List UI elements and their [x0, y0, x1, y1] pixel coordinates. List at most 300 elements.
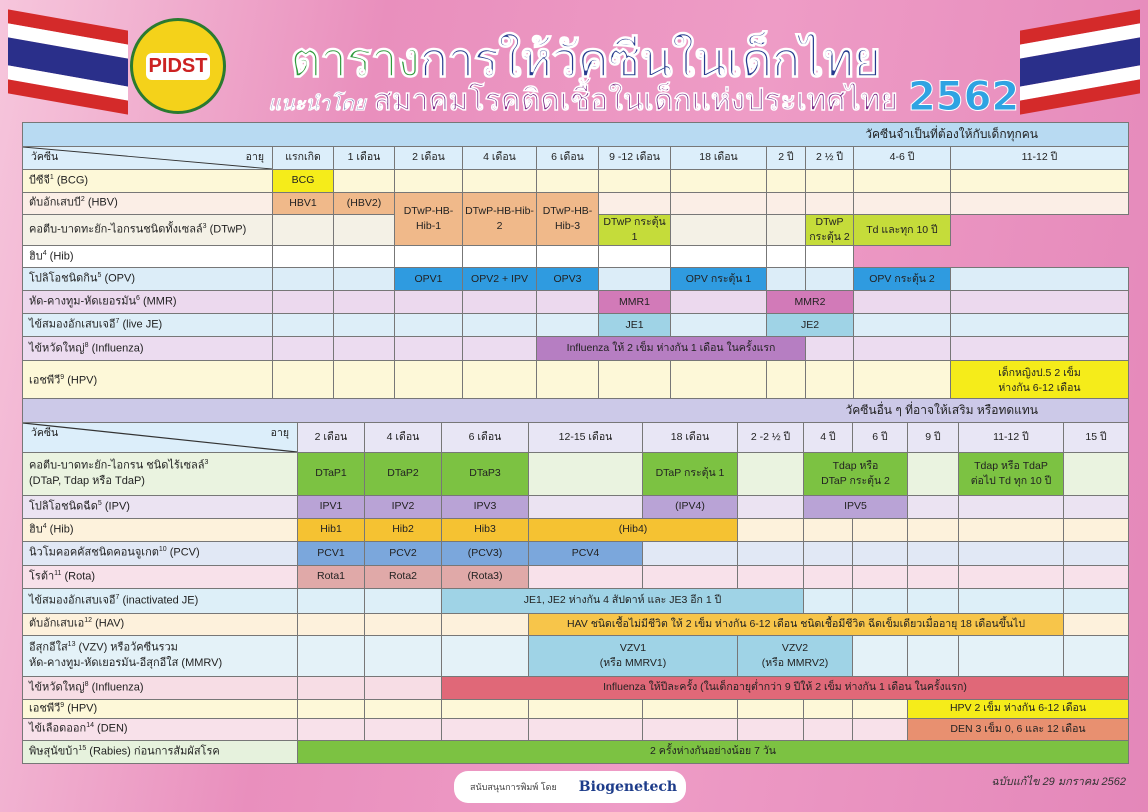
vaccine-name-thai: ตับอักเสบเอ	[29, 617, 85, 630]
empty-cell	[1064, 614, 1129, 636]
empty-cell	[537, 291, 599, 314]
diagonal-line	[23, 147, 272, 169]
footnote-number: 2	[80, 196, 85, 204]
dose-cell	[365, 496, 442, 519]
empty-cell	[365, 677, 442, 700]
dose-label: เด็กหญิงป.5 2 เข็ม	[998, 367, 1081, 380]
age-header-row	[23, 147, 1129, 170]
dose-cell	[804, 453, 908, 496]
empty-cell	[334, 246, 395, 268]
dose-label: Hib2	[392, 523, 414, 536]
empty-cell	[951, 193, 1129, 215]
dose-cell	[273, 170, 334, 193]
age-header: 11-12 ปี	[959, 423, 1064, 453]
dose-label: IPV5	[844, 500, 867, 513]
empty-cell	[853, 589, 908, 614]
vaccine-name-english: (OPV)	[104, 272, 135, 285]
section-title: วัคซีนจำเป็นที่ต้องให้กับเด็กทุกคน	[23, 123, 1129, 147]
empty-cell	[767, 215, 806, 246]
dose-cell	[298, 519, 365, 542]
empty-cell	[643, 719, 738, 741]
empty-cell	[463, 291, 537, 314]
age-header: 6 เดือน	[537, 147, 599, 170]
empty-cell	[365, 589, 442, 614]
empty-cell	[853, 542, 908, 566]
vaccine-name-english: (Rota)	[64, 570, 96, 583]
vaccine-name	[23, 566, 298, 589]
dose-cell	[806, 215, 854, 246]
vaccine-name	[23, 453, 298, 496]
empty-cell	[334, 314, 395, 337]
vaccine-name-english: (HPV)	[67, 702, 98, 715]
empty-cell	[463, 361, 537, 402]
dose-label: 2 ครั้งห่างกันอย่างน้อย 7 วัน	[650, 745, 776, 758]
dose-label: IPV3	[473, 500, 497, 513]
empty-cell	[951, 337, 1129, 361]
footnote-number: 13	[67, 640, 76, 648]
empty-cell	[806, 170, 854, 193]
empty-cell	[806, 246, 854, 268]
vaccine-name-thai: อีสุกอีใส	[29, 641, 68, 654]
footnote-number: 7	[115, 593, 120, 601]
vaccine-row	[23, 496, 1129, 519]
age-header: 6 ปี	[853, 423, 908, 453]
footnote-number: 8	[84, 341, 89, 349]
vaccine-name-english: (live JE)	[122, 318, 163, 331]
empty-cell	[951, 268, 1129, 291]
dose-label: DTwP-HB-Hib-3	[542, 205, 593, 233]
empty-cell	[298, 636, 365, 677]
logo-text: PIDST	[146, 53, 211, 80]
vaccine-row	[23, 741, 1129, 764]
footnote-number: 11	[54, 569, 62, 577]
vaccine-row	[23, 719, 1129, 741]
empty-cell	[951, 314, 1129, 337]
dose-label-line2: DTaP กระตุ้น 2	[821, 475, 890, 487]
dose-label: DTwP-HB-Hib-2	[465, 205, 534, 233]
vaccine-name-thai: โปลิโอชนิดกิน	[29, 272, 98, 285]
empty-cell	[463, 337, 537, 361]
empty-cell	[273, 314, 334, 337]
empty-cell	[537, 314, 599, 337]
empty-cell	[959, 636, 1064, 677]
dose-cell	[442, 589, 804, 614]
empty-cell	[853, 566, 908, 589]
empty-cell	[671, 215, 767, 246]
vaccine-name-thai: ไข้หวัดใหญ่	[29, 681, 85, 694]
empty-cell	[273, 268, 334, 291]
vaccine-row	[23, 246, 1129, 268]
empty-cell	[334, 291, 395, 314]
vaccine-name-thai: คอตีบ-บาดทะยัก-ไอกรน ชนิดไร้เซลล์	[29, 459, 205, 472]
empty-cell	[671, 314, 767, 337]
empty-cell	[334, 268, 395, 291]
vaccine-name-english: (Influenza)	[91, 681, 144, 694]
empty-cell	[738, 700, 804, 719]
dose-cell	[951, 361, 1129, 402]
vaccine-name	[23, 636, 298, 677]
empty-cell	[643, 700, 738, 719]
empty-cell	[273, 246, 334, 268]
empty-cell	[959, 589, 1064, 614]
dose-cell	[298, 566, 365, 589]
year: 2562	[907, 74, 1020, 120]
vaccine-name-english: (PCV)	[169, 546, 200, 559]
dose-cell	[463, 193, 537, 246]
vaccine-row	[23, 614, 1129, 636]
vaccine-name-thai: โรต้า	[29, 570, 55, 583]
empty-cell	[1064, 566, 1129, 589]
vaccine-name	[23, 614, 298, 636]
revision-date: ฉบับแก้ไข 29 มกราคม 2562	[991, 776, 1126, 788]
dose-cell	[537, 337, 806, 361]
dose-label: IPV1	[319, 500, 343, 513]
dose-label: (PCV3)	[467, 546, 503, 559]
dose-label: DTaP1	[315, 467, 347, 480]
empty-cell	[671, 361, 767, 402]
dose-label: PCV2	[389, 546, 417, 559]
dose-label: MMR2	[794, 295, 826, 308]
empty-cell	[854, 361, 951, 402]
dose-cell	[908, 719, 1129, 741]
vaccine-name-english: (HAV)	[95, 617, 125, 630]
empty-cell	[365, 636, 442, 677]
thai-flag-right	[1020, 9, 1140, 100]
footnote-number: 3	[204, 458, 209, 466]
empty-cell	[599, 361, 671, 402]
dose-label: DTaP2	[387, 467, 419, 480]
empty-cell	[806, 361, 854, 402]
dose-label: Influenza ให้ 2 เข็ม ห่างกัน 1 เดือน ในครั้งแรก	[566, 342, 776, 355]
empty-cell	[643, 566, 738, 589]
vaccine-name-english: (DEN)	[97, 722, 128, 735]
age-label: อายุ	[270, 427, 289, 439]
vaccine-name-thai: บีซีจี	[29, 174, 50, 187]
dose-label-line2: (หรือ MMRV1)	[599, 657, 667, 669]
dose-label: OPV กระตุ้น 2	[869, 272, 935, 285]
dose-cell	[365, 542, 442, 566]
vaccine-name-thai: ตับอักเสบบี	[29, 196, 81, 209]
dose-cell	[854, 268, 951, 291]
dose-cell	[599, 314, 671, 337]
required-vaccine-table	[22, 122, 1129, 402]
dose-cell	[529, 519, 738, 542]
empty-cell	[365, 700, 442, 719]
empty-cell	[395, 291, 463, 314]
vaccine-name-english: (DTwP)	[209, 223, 247, 236]
empty-cell	[334, 361, 395, 402]
empty-cell	[854, 193, 951, 215]
vaccine-name	[23, 337, 273, 361]
dose-cell	[442, 496, 529, 519]
vaccine-name-thai: ฮิบ	[29, 250, 43, 263]
age-header: 18 เดือน	[643, 423, 738, 453]
empty-cell	[599, 193, 671, 215]
empty-cell	[463, 246, 537, 268]
vaccine-name	[23, 361, 273, 402]
dose-cell	[738, 636, 853, 677]
empty-cell	[395, 361, 463, 402]
dose-cell	[959, 453, 1064, 496]
empty-cell	[529, 496, 643, 519]
empty-cell	[273, 361, 334, 402]
empty-cell	[806, 193, 854, 215]
empty-cell	[298, 589, 365, 614]
society-name: สมาคมโรคติดเชื้อในเด็กแห่งประเทศไทย	[373, 83, 898, 118]
age-header-row	[23, 423, 1129, 453]
empty-cell	[959, 519, 1064, 542]
age-header: 11-12 ปี	[951, 147, 1129, 170]
empty-cell	[537, 246, 599, 268]
dose-label: (Rota3)	[467, 570, 503, 583]
vaccine-row	[23, 519, 1129, 542]
vaccine-name	[23, 291, 273, 314]
dose-cell	[537, 193, 599, 246]
footnote-number: 8	[84, 680, 89, 688]
subtitle	[268, 74, 1019, 124]
empty-cell	[529, 566, 643, 589]
dose-label: Hib3	[474, 523, 496, 536]
empty-cell	[671, 291, 767, 314]
empty-cell	[529, 453, 643, 496]
empty-cell	[1064, 496, 1129, 519]
empty-cell	[951, 170, 1129, 193]
footnote-number: 9	[60, 374, 65, 382]
empty-cell	[959, 496, 1064, 519]
pidst-logo	[130, 18, 226, 114]
empty-cell	[1064, 636, 1129, 677]
empty-cell	[804, 700, 853, 719]
vaccine-name-thai: พิษสุนัขบ้า	[29, 745, 79, 758]
dose-label-line2: ห่างกัน 6-12 เดือน	[998, 382, 1081, 395]
empty-cell	[1064, 542, 1129, 566]
vaccine-label: วัคซีน	[31, 151, 59, 163]
dose-label: JE2	[800, 318, 820, 331]
age-header: 2 ปี	[767, 147, 806, 170]
dose-label: (IPV4)	[675, 500, 705, 513]
empty-cell	[738, 453, 804, 496]
vaccine-name-thai: ไข้สมองอักเสบเจอี	[29, 318, 116, 331]
dose-cell	[908, 700, 1129, 719]
empty-cell	[853, 519, 908, 542]
dose-label: Td และทุก 10 ปี	[866, 223, 938, 236]
dose-label: DTwP-HB-Hib-1	[403, 205, 454, 233]
vaccine-name-thai: ฮิบ	[29, 523, 43, 536]
vaccine-name-english: (Hib)	[49, 523, 74, 536]
dose-cell	[298, 741, 1129, 764]
dose-cell	[854, 215, 951, 246]
empty-cell	[334, 170, 395, 193]
thai-flag-left	[8, 9, 128, 100]
vaccine-name	[23, 246, 273, 268]
dose-label-line2: ต่อไป Td ทุก 10 ปี	[970, 475, 1052, 487]
empty-cell	[738, 719, 804, 741]
dose-label: DTwP กระตุ้น 2	[809, 216, 850, 244]
dose-cell	[442, 542, 529, 566]
empty-cell	[599, 246, 671, 268]
empty-cell	[537, 170, 599, 193]
vaccine-name-english: (inactivated JE)	[122, 594, 199, 607]
vaccine-row	[23, 542, 1129, 566]
optional-vaccine-table	[22, 398, 1129, 764]
dose-label: BCG	[291, 174, 315, 187]
dose-label: (HBV2)	[346, 196, 382, 209]
vaccine-row	[23, 170, 1129, 193]
empty-cell	[1064, 519, 1129, 542]
vaccine-row	[23, 314, 1129, 337]
dose-label: Tdap หรือ TdaP	[974, 459, 1048, 472]
vaccine-name-english: (DTaP, Tdap หรือ TdaP)	[29, 475, 145, 488]
vaccine-name	[23, 170, 273, 193]
dose-label: Rota2	[388, 570, 418, 583]
empty-cell	[537, 361, 599, 402]
vaccine-name	[23, 589, 298, 614]
vaccine-name-thai: ไข้เลือดออก	[29, 722, 87, 735]
dose-label: VZV1	[619, 641, 647, 654]
vaccine-name-english: (MMR)	[142, 295, 177, 308]
dose-cell	[298, 496, 365, 519]
empty-cell	[959, 566, 1064, 589]
footnote-number: 5	[97, 272, 102, 280]
empty-cell	[395, 314, 463, 337]
empty-cell	[853, 719, 908, 741]
footnote-number: 10	[158, 546, 167, 554]
dose-label: JE1	[625, 318, 644, 331]
section-header-row	[23, 123, 1129, 147]
vaccine-row	[23, 361, 1129, 402]
age-header: 12-15 เดือน	[529, 423, 643, 453]
empty-cell	[853, 700, 908, 719]
empty-cell	[959, 542, 1064, 566]
dose-label: DEN 3 เข็ม 0, 6 และ 12 เดือน	[950, 722, 1086, 735]
dose-cell	[599, 291, 671, 314]
dose-label: IPV2	[391, 500, 415, 513]
empty-cell	[804, 542, 853, 566]
vaccine-name-thai: เอชพีวี	[29, 702, 61, 715]
dose-cell	[529, 636, 738, 677]
vaccine-name-english: (IPV)	[104, 500, 130, 513]
vaccine-row	[23, 636, 1129, 677]
dose-cell	[442, 453, 529, 496]
empty-cell	[908, 453, 959, 496]
section-title: วัคซีนอื่น ๆ ที่อาจให้เสริม หรือทดแทน	[23, 399, 1129, 423]
vaccine-row	[23, 193, 1129, 215]
vaccine-name-thai: ไข้หวัดใหญ่	[29, 342, 85, 355]
age-header: 4 เดือน	[463, 147, 537, 170]
empty-cell	[806, 268, 854, 291]
empty-cell	[671, 170, 767, 193]
dose-cell	[463, 268, 537, 291]
title-green: ตาราง	[290, 32, 420, 88]
empty-cell	[908, 566, 959, 589]
empty-cell	[738, 496, 804, 519]
vaccine-name-thai: เอชพีวี	[29, 374, 61, 387]
empty-cell	[908, 636, 959, 677]
age-header: แรกเกิด	[273, 147, 334, 170]
footnote-number: 3	[202, 222, 207, 230]
dose-cell	[365, 519, 442, 542]
dose-label: OPV กระตุ้น 1	[685, 272, 752, 285]
empty-cell	[804, 719, 853, 741]
dose-cell	[529, 542, 643, 566]
empty-cell	[395, 246, 463, 268]
vaccine-name-thai: หัด-คางทูม-หัดเยอรมัน	[29, 295, 137, 308]
empty-cell	[273, 337, 334, 361]
vaccine-name-english: (BCG)	[56, 174, 89, 187]
dose-label: DTwP กระตุ้น 1	[603, 216, 666, 244]
dose-label: OPV2 + IPV	[471, 272, 528, 285]
vaccine-name	[23, 741, 298, 764]
vaccine-name	[23, 700, 298, 719]
sponsor-box	[454, 771, 686, 803]
vaccine-row	[23, 700, 1129, 719]
empty-cell	[529, 719, 643, 741]
footnote-number: 15	[78, 744, 87, 752]
empty-cell	[853, 636, 908, 677]
empty-cell	[804, 566, 853, 589]
age-header: 4-6 ปี	[854, 147, 951, 170]
dose-cell	[767, 314, 854, 337]
empty-cell	[767, 268, 806, 291]
dose-cell	[365, 453, 442, 496]
dose-cell	[298, 453, 365, 496]
vaccine-name-thai: โปลิโอชนิดฉีด	[29, 500, 98, 513]
vaccine-name	[23, 215, 273, 246]
empty-cell	[273, 215, 334, 246]
age-header: 4 ปี	[804, 423, 853, 453]
footnote-number: 14	[86, 722, 94, 730]
dose-cell	[671, 268, 767, 291]
empty-cell	[908, 519, 959, 542]
empty-cell	[599, 268, 671, 291]
dose-label: PCV4	[571, 546, 600, 559]
empty-cell	[334, 215, 395, 246]
footnote-number: 7	[115, 318, 120, 326]
empty-cell	[908, 542, 959, 566]
dose-cell	[804, 496, 908, 519]
dose-cell	[365, 566, 442, 589]
dose-cell	[643, 496, 738, 519]
title-blue: การให้วัคซีนในเด็กไทย	[419, 32, 881, 88]
dose-label: JE1, JE2 ห่างกัน 4 สัปดาห์ และ JE3 อีก 1 ปี	[523, 594, 722, 607]
footnote-number: 5	[97, 499, 102, 507]
dose-cell	[643, 453, 738, 496]
empty-cell	[804, 519, 853, 542]
empty-cell	[463, 170, 537, 193]
empty-cell	[738, 519, 804, 542]
footnote-number: 9	[60, 701, 65, 709]
dose-label: HBV1	[289, 196, 317, 209]
age-header: 2 เดือน	[395, 147, 463, 170]
age-header: 9 ปี	[908, 423, 959, 453]
vaccine-name-english: (Influenza)	[91, 342, 144, 355]
age-header: 9 -12 เดือน	[599, 147, 671, 170]
dose-cell	[767, 291, 854, 314]
empty-cell	[671, 193, 767, 215]
vaccine-name-english: (Rabies) ก่อนการสัมผัสโรค	[89, 745, 220, 758]
empty-cell	[767, 170, 806, 193]
empty-cell	[804, 589, 853, 614]
dose-cell	[273, 193, 334, 215]
dose-cell	[529, 614, 1064, 636]
dose-cell	[442, 677, 1129, 700]
empty-cell	[1064, 589, 1129, 614]
empty-cell	[767, 193, 806, 215]
dose-cell	[537, 268, 599, 291]
age-header: 1 เดือน	[334, 147, 395, 170]
footnote-number: 12	[84, 617, 93, 625]
dose-label: OPV3	[553, 272, 582, 285]
